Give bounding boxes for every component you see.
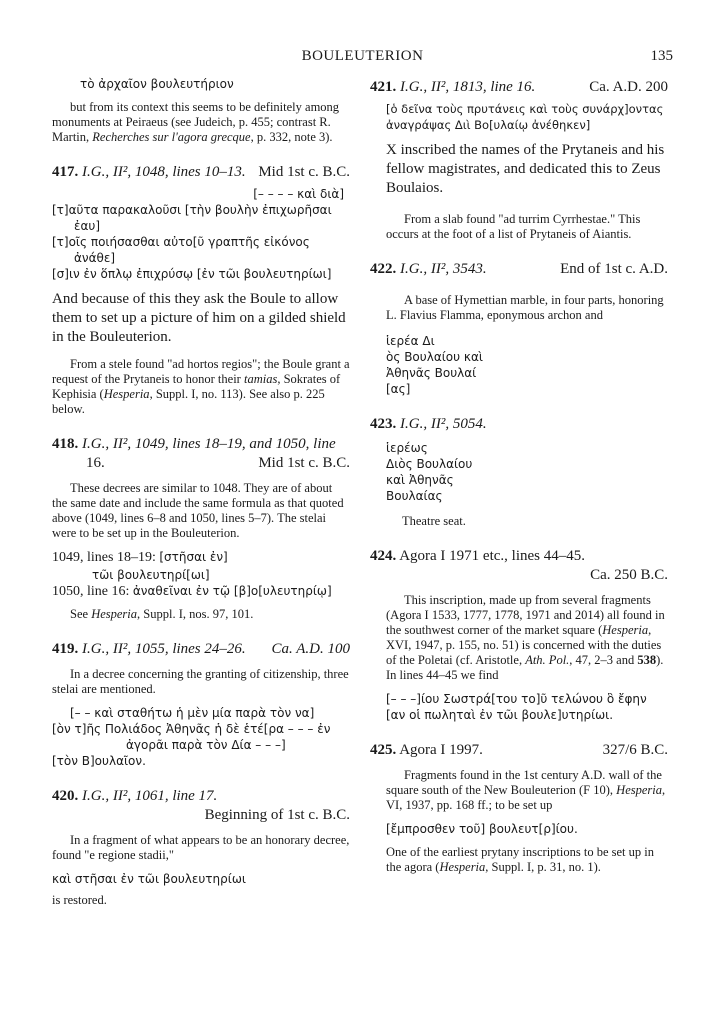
entry-heading xyxy=(370,78,668,97)
commentary-part: , Sokrates of Kephisia ( xyxy=(52,372,341,401)
entry-date: Ca. A.D. 100 xyxy=(271,641,350,657)
entry-date: Beginning of 1st c. B.C. xyxy=(204,807,350,823)
entry-420 xyxy=(52,787,350,908)
entry-419 xyxy=(52,640,350,769)
entry-reference: Agora I 1971 etc., lines 44–45. xyxy=(399,548,585,564)
see-part: , Suppl. I, nos. 97, 101. xyxy=(137,607,254,621)
greek-line: [– – καὶ σταθήτω ἡ μὲν μία παρὰ τὸν να] xyxy=(70,706,315,720)
entry-425 xyxy=(370,741,668,875)
entry-number: 424. xyxy=(370,548,397,564)
intro-text xyxy=(52,100,350,145)
commentary-part: ). In lines 44–45 we find xyxy=(386,653,664,682)
commentary xyxy=(370,845,668,875)
see-italic: Hesperia xyxy=(91,607,138,621)
entry-number: 419. xyxy=(52,641,79,657)
entry-heading xyxy=(370,741,668,760)
entry-424 xyxy=(370,547,668,723)
entry-heading xyxy=(52,640,350,659)
commentary: From a slab found "ad turrim Cyrrhestae." This occurs at the foot of a list of Prytaneis of Aiantis. xyxy=(386,212,641,241)
commentary: In a decree concerning the granting of citizenship, three stelai are mentioned. xyxy=(52,667,349,696)
running-head: BOULEUTERION xyxy=(301,48,424,64)
entry-number: 418. xyxy=(52,436,79,452)
commentary xyxy=(52,357,350,417)
intro-text-part: , p. 332, note 3). xyxy=(250,130,333,144)
translation: And because of this they ask the Boule to allow them to set up a picture of him on a gilded shield in the Bouleuterion. xyxy=(52,291,346,345)
commentary-part: , XVI, 1947, p. 155, no. 51) is concerned with the duties of the Poletai (cf. Aristotle, xyxy=(386,623,662,667)
entry-421 xyxy=(370,78,668,242)
intro-greek: τὸ ἀρχαῖον βουλευτήριον xyxy=(80,77,234,91)
entry-422 xyxy=(370,260,668,397)
greek-line: [– – –]ίου Σωστρά[του το]ῦ τελώνου ὃ ἔφην xyxy=(386,692,647,706)
commentary xyxy=(370,768,668,813)
greek-line: [σ]ιν ἐν ὅπλῳ ἐπιχρύσῳ [ἐν τῶι βουλευτηρίωι] xyxy=(52,267,332,281)
entry-heading xyxy=(370,260,668,279)
entry-418 xyxy=(52,435,350,622)
commentary-italic: Hesperia xyxy=(616,783,662,797)
greek-line: καὶ Ἀθηνᾶς xyxy=(386,473,454,487)
entry-date: 327/6 B.C. xyxy=(602,742,668,758)
commentary: These decrees are similar to 1048. They are of about the same date and include the same formula as that quoted above (1049, lines 6–8 and 1050, lines 5–7). The stelai were to be set up in the Bouleuterion. xyxy=(52,481,344,540)
greek-line: Βουλαίας xyxy=(386,489,443,503)
greek-line: [ἔμπροσθεν τοῦ] βουλευτ[ρ]ίου. xyxy=(386,822,578,836)
greek-line: Ἀθηνᾶς Βουλαί xyxy=(386,366,477,380)
entry-number: 417. xyxy=(52,164,79,180)
entry-date: Ca. 250 B.C. xyxy=(590,567,668,583)
commentary-part: , VI, 1937, pp. 168 ff.; to be set up xyxy=(386,783,666,812)
greek-line: ἱερέα Δι xyxy=(386,334,435,348)
entry-date: Ca. A.D. 200 xyxy=(589,79,668,95)
commentary-part: From a stele found "ad hortos regios"; the Boule grant a request of the Prytaneis to honor their xyxy=(52,357,350,386)
entry-heading xyxy=(52,435,350,454)
entry-number: 420. xyxy=(52,788,79,804)
entry-417 xyxy=(52,163,350,417)
entry-date: End of 1st c. A.D. xyxy=(560,261,668,277)
entry-reference: I.G., II², 1813, line 16. xyxy=(400,79,536,95)
entry-reference: I.G., II², 1049, lines 18–19, and 1050, line xyxy=(82,436,336,452)
greek-line: ἱερέως xyxy=(386,441,428,455)
entry-heading-cont xyxy=(52,454,350,473)
page-number: 135 xyxy=(650,48,673,64)
intro-text-italic: Recherches sur l'agora grecque xyxy=(92,130,251,144)
commentary-part: , Suppl. I, p. 31, no. 1). xyxy=(485,860,601,874)
commentary-italic: Hesperia xyxy=(103,387,150,401)
commentary: In a fragment of what appears to be an honorary decree, found "e regione stadii," xyxy=(52,833,350,862)
citation-line xyxy=(52,583,350,601)
greek-text: [στῆσαι ἐν] xyxy=(159,550,228,564)
commentary-italic: Ath. Pol. xyxy=(525,653,570,667)
entry-number: 421. xyxy=(370,79,397,95)
greek-line: ἀναγράψας Διὶ Βο[υλαίῳ ἀνέθηκεν] xyxy=(386,118,591,132)
greek-line: [αν οἱ πωληταὶ ἐν τῶι βουλε]υτηρίωι. xyxy=(386,708,614,722)
commentary-part: , Suppl. I, no. 113). See also p. 225 below. xyxy=(52,387,325,416)
see-also xyxy=(52,607,350,622)
commentary-part: One of the earliest prytany inscriptions to be set up in the agora ( xyxy=(386,845,654,874)
greek-line: τῶι βουλευτηρί[ωι] xyxy=(92,568,210,582)
entry-reference: I.G., II², 3543. xyxy=(400,261,487,277)
commentary: A base of Hymettian marble, in four parts, honoring L. Flavius Flamma, eponymous archon and xyxy=(386,293,664,322)
entry-date: Mid 1st c. B.C. xyxy=(258,164,350,180)
commentary: is restored. xyxy=(52,893,107,907)
entry-reference: I.G., II², 5054. xyxy=(400,416,487,432)
commentary: Theatre seat. xyxy=(402,514,466,528)
commentary-italic: tamias xyxy=(243,372,278,386)
greek-line: [τ]αῦτα παρακαλοῦσι [τὴν βουλὴν ἐπιχωρῆσαι xyxy=(52,203,332,217)
greek-line: ἀγορᾶι παρὰ τὸν Δία – – –] xyxy=(126,738,286,752)
greek-line: [τ]οῖς ποιήσασθαι αὐτο[ῦ γραπτῆς εἰκόνος xyxy=(52,235,310,249)
right-column xyxy=(370,78,668,875)
intro-text-part: but from its context this seems to be definitely among monuments at Peiraeus (see Judeich, p. 455; contrast R. Martin, xyxy=(52,100,340,144)
greek-text: ἀναθεῖναι ἐν τῷ [β]ο[υλευτηρίῳ] xyxy=(132,584,332,598)
entry-heading xyxy=(52,787,350,806)
greek-line: [ὸν τ]ῆς Πολιάδος Ἀθηνᾶς ἡ δὲ ἑτέ[ρα – – – ἐν xyxy=(52,722,331,736)
citation-label: 1050, line 16: xyxy=(52,584,130,599)
commentary-part: , 47, 2–3 and xyxy=(569,653,638,667)
greek-line: [ας] xyxy=(386,382,411,396)
citation-line xyxy=(52,549,350,567)
greek-line: [ὁ δεῖνα τοὺς πρυτάνεις καὶ τοὺς συνάρχ]οντας xyxy=(386,102,664,116)
greek-line: Διὸς Βουλαίου xyxy=(386,457,473,471)
entry-heading xyxy=(370,415,668,434)
entry-reference: I.G., II², 1061, line 17. xyxy=(82,788,218,804)
commentary-italic: Hesperia xyxy=(439,860,486,874)
entry-reference: I.G., II², 1048, lines 10–13. xyxy=(82,164,246,180)
greek-line: [τὸν Β]ουλαῖον. xyxy=(52,754,146,768)
entry-reference: Agora I 1997. xyxy=(399,742,483,758)
entry-number: 423. xyxy=(370,416,397,432)
entry-reference: I.G., II², 1055, lines 24–26. xyxy=(82,641,246,657)
commentary xyxy=(370,593,668,683)
greek-line: καὶ στῆσαι ἐν τῶι βουλευτηρίωι xyxy=(52,872,246,886)
greek-line: ἐαυ] xyxy=(74,219,101,233)
entry-date: Mid 1st c. B.C. xyxy=(258,455,350,471)
left-column xyxy=(52,76,350,908)
entry-423 xyxy=(370,415,668,529)
commentary-part: Fragments found in the 1st century A.D. wall of the square south of the New Bouleuterion (F 10), xyxy=(386,768,662,797)
citation-label: 1049, lines 18–19: xyxy=(52,550,156,565)
greek-line: [– – – – καὶ διὰ] xyxy=(253,187,344,201)
see-part: See xyxy=(70,607,92,621)
entry-number: 422. xyxy=(370,261,397,277)
commentary-bold: 538 xyxy=(637,653,657,667)
translation: X inscribed the names of the Prytaneis and his fellow magistrates, and dedicated this to Zeus Boulaios. xyxy=(386,142,665,196)
commentary-part: This inscription, made up from several fragments (Agora I 1533, 1777, 1778, 1971 and 2014) all found in the southwest corner of the market square ( xyxy=(386,593,665,637)
greek-line: ἀνάθε] xyxy=(74,251,116,265)
entry-heading xyxy=(52,163,350,182)
entry-heading xyxy=(370,547,668,566)
entry-reference: 16. xyxy=(86,455,105,471)
entry-date xyxy=(370,566,668,585)
entry-number: 425. xyxy=(370,742,397,758)
commentary-italic: Hesperia xyxy=(602,623,649,637)
greek-line: ὸς Βουλαίου καὶ xyxy=(386,350,483,364)
